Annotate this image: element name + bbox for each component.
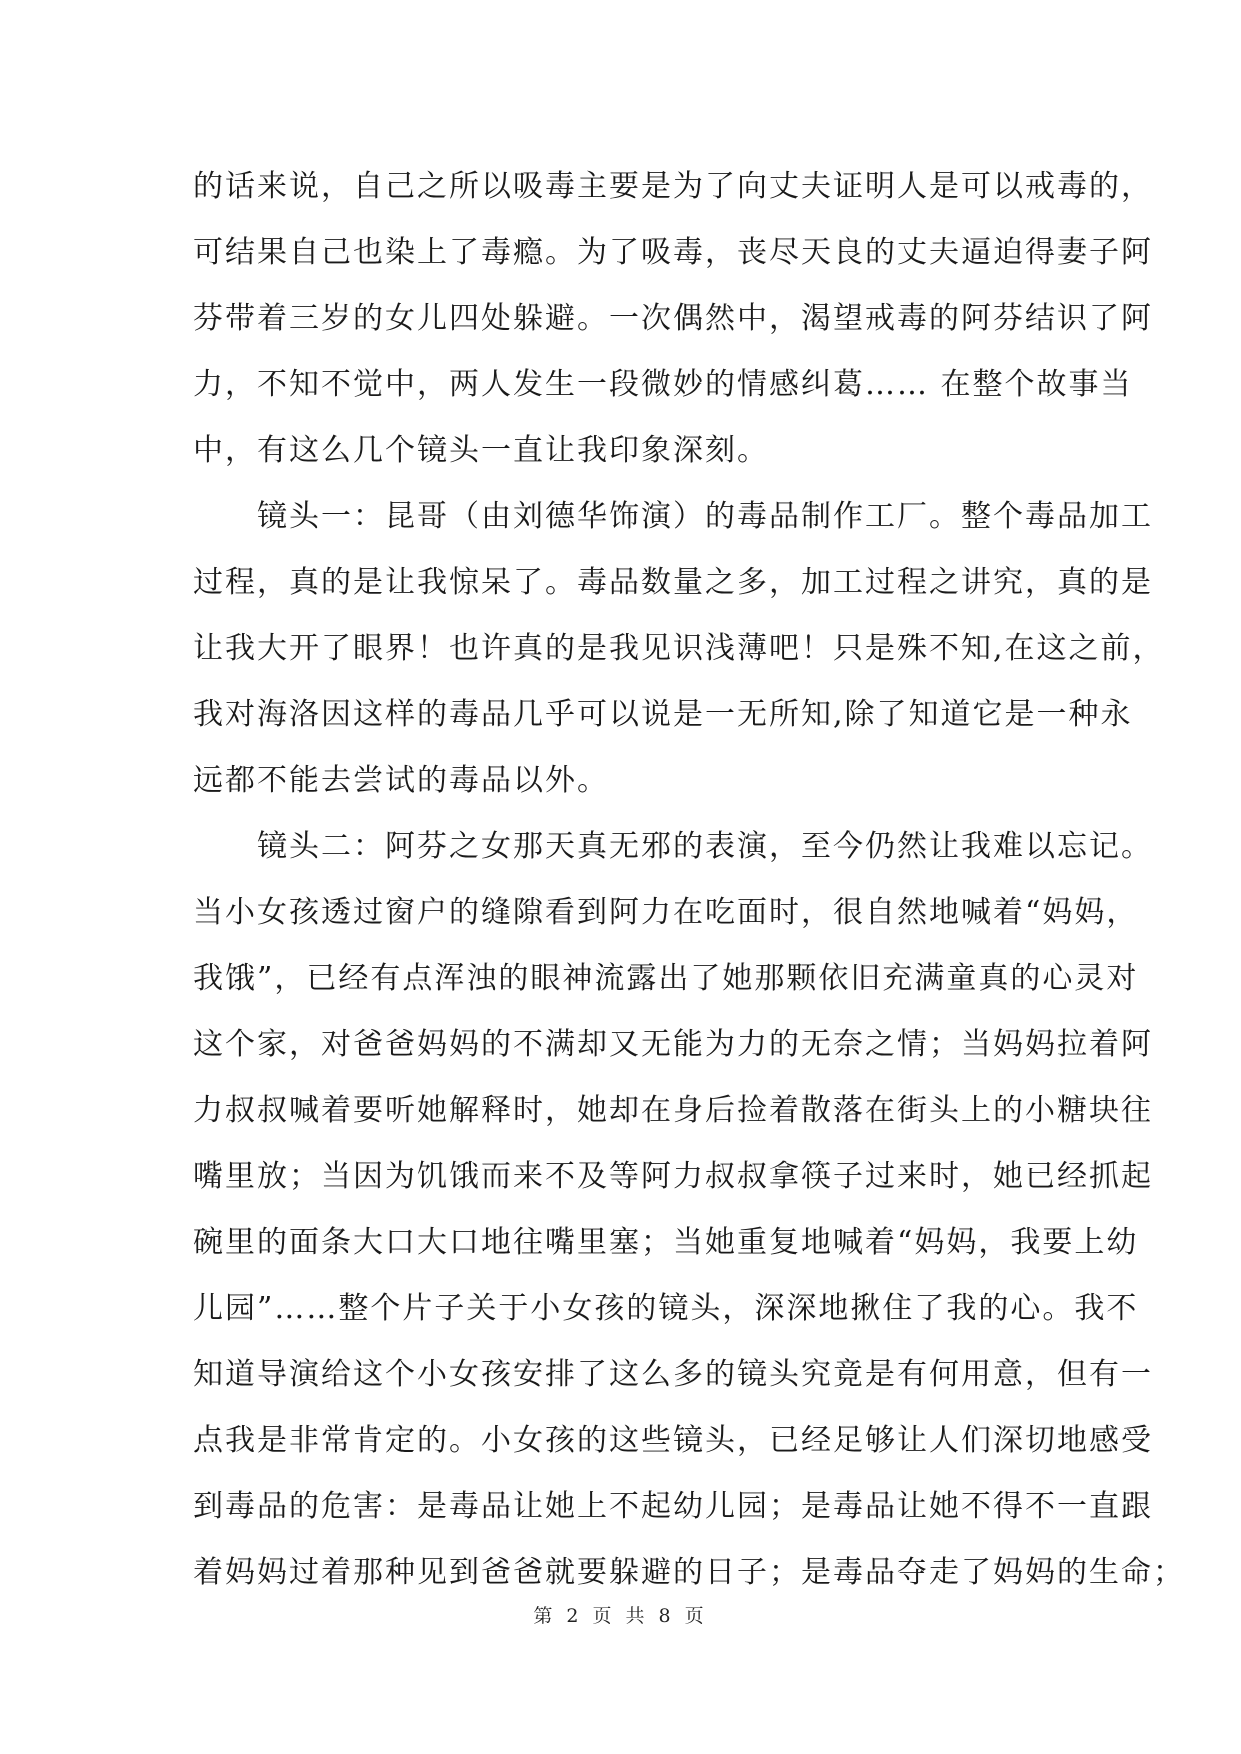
page-footer: 第 2 页 共 8 页: [533, 1605, 708, 1627]
text-line: 镜头二：阿芬之女那天真无邪的表演，至今仍然让我难以忘记。: [193, 829, 1153, 864]
text-line: 中，有这么几个镜头一直让我印象深刻。: [193, 433, 769, 468]
text-line: 我饿”，已经有点浑浊的眼神流露出了她那颗依旧充满童真的心灵对: [193, 961, 1139, 996]
text-line: 到毒品的危害：是毒品让她上不起幼儿园；是毒品让她不得不一直跟: [193, 1489, 1153, 1524]
text-line: 点我是非常肯定的。小女孩的这些镜头，已经足够让人们深切地感受: [193, 1423, 1153, 1458]
text-line: 知道导演给这个小女孩安排了这么多的镜头究竟是有何用意，但有一: [193, 1357, 1153, 1392]
text-line: 远都不能去尝试的毒品以外。: [193, 763, 609, 798]
text-line: 让我大开了眼界！也许真的是我见识浅薄吧！只是殊不知,在这之前，: [193, 631, 1165, 666]
text-line: 碗里的面条大口大口地往嘴里塞；当她重复地喊着“妈妈，我要上幼: [193, 1225, 1139, 1260]
text-line: 的话来说，自己之所以吸毒主要是为了向丈夫证明人是可以戒毒的，: [193, 169, 1153, 204]
text-line: 这个家，对爸爸妈妈的不满却又无能为力的无奈之情；当妈妈拉着阿: [193, 1027, 1153, 1062]
text-line: 我对海洛因这样的毒品几乎可以说是一无所知,除了知道它是一种永: [193, 697, 1133, 732]
text-line: 镜头一：昆哥（由刘德华饰演）的毒品制作工厂。整个毒品加工: [193, 499, 1153, 534]
text-line: 着妈妈过着那种见到爸爸就要躲避的日子；是毒品夺走了妈妈的生命；: [193, 1555, 1185, 1590]
text-line: 力叔叔喊着要听她解释时，她却在身后捡着散落在街头上的小糖块往: [193, 1093, 1153, 1128]
text-line: 过程，真的是让我惊呆了。毒品数量之多，加工过程之讲究，真的是: [193, 565, 1153, 600]
text-line: 儿园”……整个片子关于小女孩的镜头，深深地揪住了我的心。我不: [193, 1291, 1139, 1326]
text-line: 当小女孩透过窗户的缝隙看到阿力在吃面时，很自然地喊着“妈妈，: [193, 895, 1139, 930]
text-line: 嘴里放；当因为饥饿而来不及等阿力叔叔拿筷子过来时，她已经抓起: [193, 1159, 1153, 1194]
text-line: 力，不知不觉中，两人发生一段微妙的情感纠葛…… 在整个故事当: [193, 367, 1133, 402]
text-line: 芬带着三岁的女儿四处躲避。一次偶然中，渴望戒毒的阿芬结识了阿: [193, 301, 1153, 336]
text-line: 可结果自己也染上了毒瘾。为了吸毒，丧尽天良的丈夫逼迫得妻子阿: [193, 235, 1153, 270]
